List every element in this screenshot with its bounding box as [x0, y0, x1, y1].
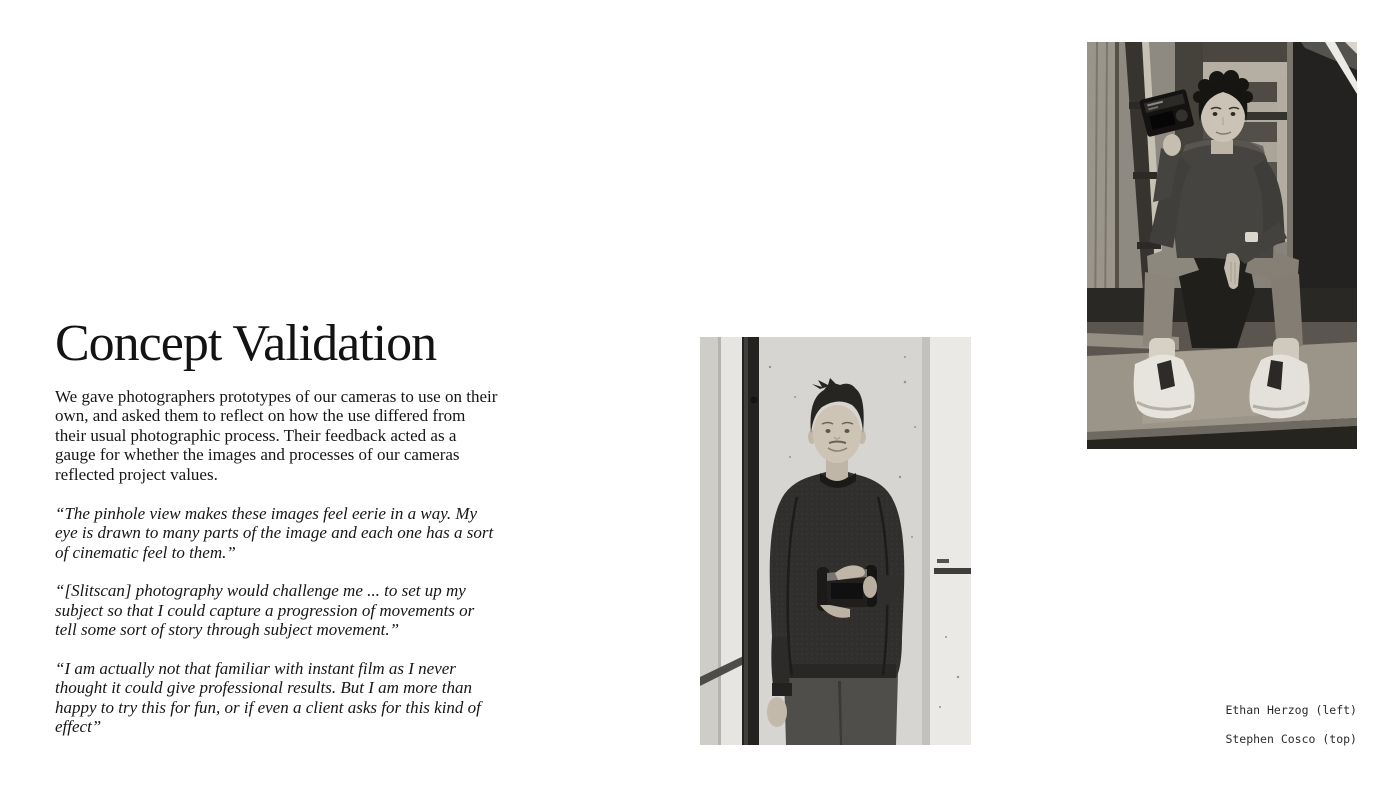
quote-instant-film: “I am actually not that familiar with instant film as I never thought it could give professional results. But I am more than happy to try this for fun, or if even a client asks for this kind of effect” [55, 658, 481, 737]
photo-captions [1225, 703, 1357, 746]
quote-slitscan: “[Slitscan] photography would challenge me ... to set up my subject so that I could capture a progression of movements or tell some sort of story through subject movement.” [55, 581, 475, 640]
stephen-photo-illustration [1087, 42, 1357, 449]
photo-stephen-cosco [1087, 42, 1357, 449]
photo-ethan-herzog [700, 337, 971, 745]
quote-pinhole: “The pinhole view makes these images feel eerie in a way. My eye is drawn to many parts of the image and each one has a sort of cinematic feel to them.” [55, 503, 494, 562]
caption-ethan-herzog: Ethan Herzog (left) [1225, 703, 1357, 717]
page-title: Concept Validation [55, 315, 437, 372]
caption-stephen-cosco: Stephen Cosco (top) [1225, 732, 1357, 746]
article [55, 314, 499, 756]
ethan-photo-illustration [700, 337, 971, 745]
intro-paragraph: We gave photographers prototypes of our cameras to use on their own, and asked them to reflect on how the use differed from their usual photographic process. Their feedback acted as a gauge for whether the images and processes of our cameras reflected project values. [55, 386, 498, 484]
